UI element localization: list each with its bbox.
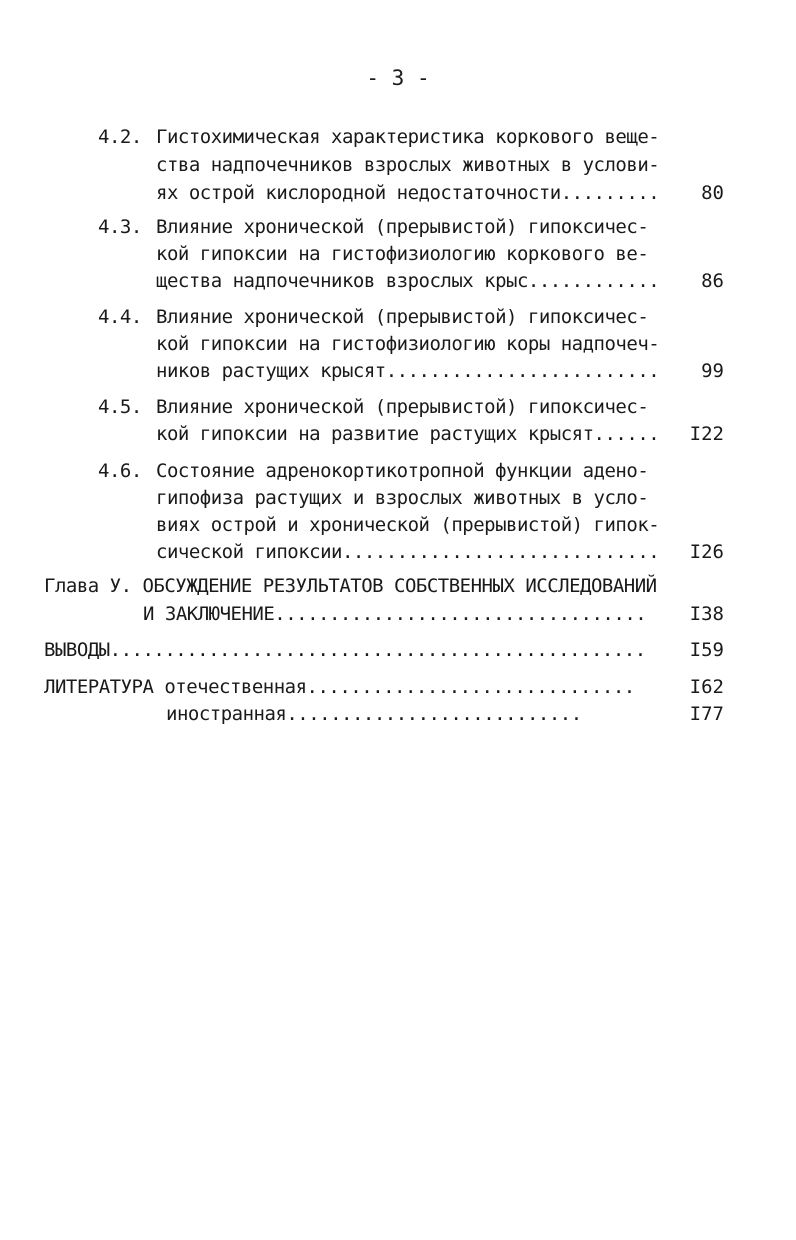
entry-line: сической гипоксии............................. — [156, 541, 660, 563]
literature-domestic: ЛИТЕРАТУРА отечественная.............................. — [44, 676, 635, 698]
entry-page: I22 — [689, 423, 724, 445]
entry-line: ства надпочечников взрослых животных в услови- — [156, 154, 660, 176]
entry-page: 99 — [701, 360, 724, 382]
entry-page: 86 — [701, 270, 724, 292]
entry-line: ников растущих крысят......................... — [156, 360, 660, 382]
chapter-heading-line2: И ЗАКЛЮЧЕНИЕ.................................. — [143, 603, 647, 625]
entry-page: 80 — [701, 182, 724, 204]
entry-line: гипофиза растущих и взрослых животных в усло- — [156, 487, 649, 509]
entry-line: Влияние хронической (прерывистой) гипоксичес- — [156, 396, 649, 418]
entry-line: Влияние хронической (прерывистой) гипоксичес- — [156, 216, 649, 238]
entry-number: 4.4. — [98, 306, 142, 328]
entry-line: Гистохимическая характеристика коркового веще- — [156, 126, 660, 148]
page-number: - 3 - — [366, 66, 430, 90]
entry-line: Состояние адренокортикотропной функции адено- — [156, 460, 649, 482]
entry-line: кой гипоксии на гистофизиологию коркового ве- — [156, 243, 649, 265]
literature-foreign: иностранная........................... — [166, 703, 582, 725]
entry-page: I26 — [689, 541, 724, 563]
conclusions-page: I59 — [689, 639, 724, 661]
chapter-heading: Глава У. ОБСУЖДЕНИЕ РЕЗУЛЬТАТОВ СОБСТВЕННЫХ ИССЛЕДОВАНИЙ — [44, 575, 657, 597]
entry-line: кой гипоксии на гистофизиологию коры надпочеч- — [156, 333, 660, 355]
entry-number: 4.5. — [98, 396, 142, 418]
literature-foreign-page: I77 — [689, 703, 724, 725]
entry-line: виях острой и хронической (прерывистой) гипок- — [156, 514, 660, 536]
literature-domestic-page: I62 — [689, 676, 724, 698]
entry-number: 4.3. — [98, 216, 142, 238]
entry-line: ях острой кислородной недостаточности......... — [156, 182, 660, 204]
entry-line: кой гипоксии на развитие растущих крысят...... — [156, 423, 660, 445]
entry-line: щества надпочечников взрослых крыс............ — [156, 270, 660, 292]
conclusions-entry: ВЫВОДЫ................................................. — [44, 639, 646, 661]
entry-number: 4.2. — [98, 126, 142, 148]
entry-line: Влияние хронической (прерывистой) гипоксичес- — [156, 306, 649, 328]
entry-number: 4.6. — [98, 460, 142, 482]
chapter-page: I38 — [689, 603, 724, 625]
